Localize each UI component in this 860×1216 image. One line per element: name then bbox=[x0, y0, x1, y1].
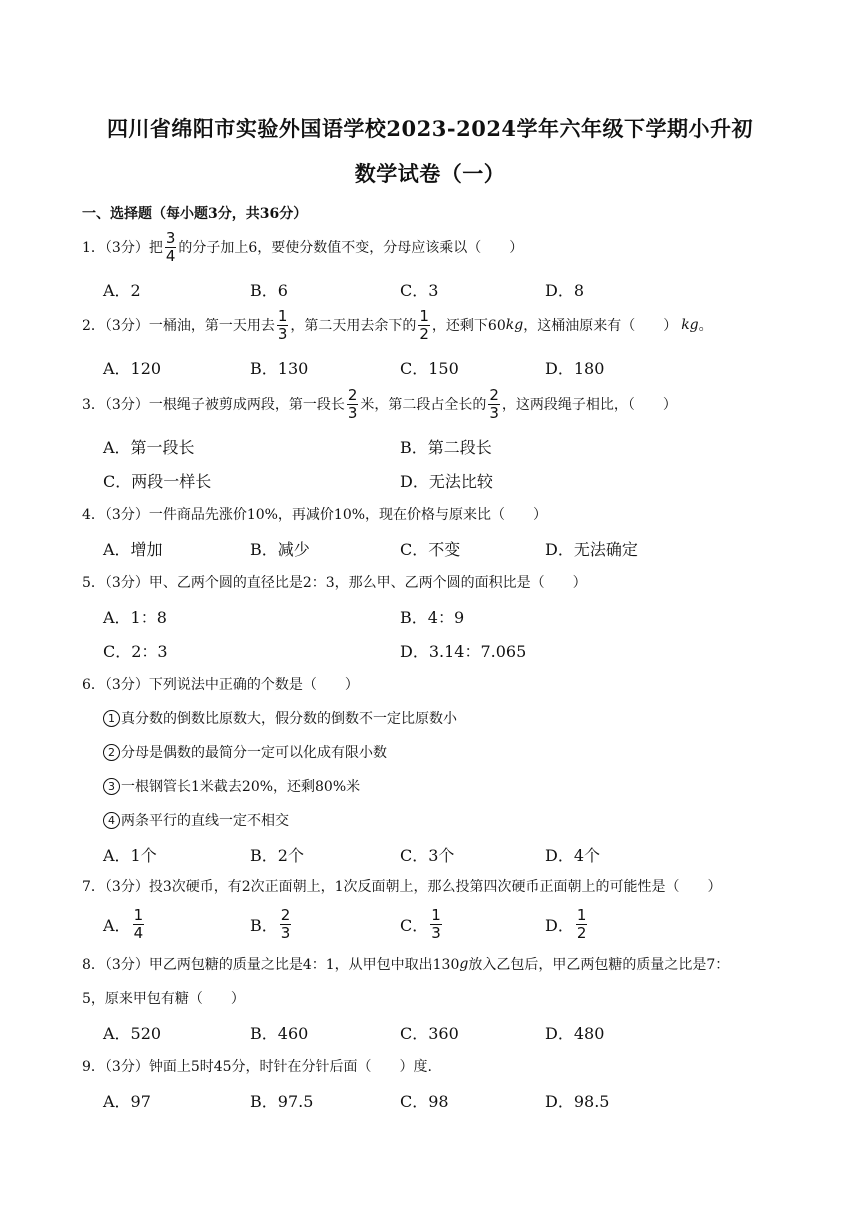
option-a: A．97 bbox=[103, 1091, 151, 1111]
option-c: C．98 bbox=[400, 1091, 449, 1111]
statement-4: 4 两条平行的直线一定不相交 bbox=[103, 806, 289, 834]
question-1: 1．（3分）把 $\frac{3}{4}$ 的分子加上6，要使分数值不变，分母应该乘以（ ） bbox=[82, 228, 524, 265]
exam-title-line2: 数学试卷（一） bbox=[354, 161, 506, 186]
fraction: $\frac{1}{3}$ bbox=[277, 306, 288, 343]
option-c: C．3 bbox=[400, 280, 439, 300]
fraction: $\frac{1}{2}$ bbox=[419, 306, 429, 343]
option-a: A．1：8 bbox=[103, 607, 167, 627]
option-b: B．减少 bbox=[250, 539, 310, 559]
fraction: $\frac{2}{3}$ bbox=[347, 385, 358, 422]
fraction: $\frac{1}{4}$ bbox=[133, 905, 144, 942]
question-3: 3．（3分）一根绳子被剪成两段，第一段长 $\frac{2}{3}$ 米，第二段占全长的 $\frac{2}{3}$ ，这两段绳子相比，（ ） bbox=[82, 385, 677, 422]
option-b: B．第二段长 bbox=[400, 437, 492, 457]
circled-number: 4 bbox=[103, 812, 120, 829]
option-b: B．460 bbox=[250, 1023, 309, 1043]
option-d: D．3.14：7.065 bbox=[400, 641, 527, 661]
option-b: B．6 bbox=[250, 280, 288, 300]
option-d: D．无法确定 bbox=[545, 539, 638, 559]
option-a: A．120 bbox=[103, 358, 162, 378]
option-b: B． $\frac{2}{3}$ bbox=[250, 905, 291, 942]
option-c: C．360 bbox=[400, 1023, 459, 1043]
option-b: B．130 bbox=[250, 358, 309, 378]
option-a: A． $\frac{1}{4}$ bbox=[103, 905, 144, 942]
option-a: A．增加 bbox=[103, 539, 163, 559]
option-a: A．第一段长 bbox=[103, 437, 195, 457]
fraction: $\frac{1}{3}$ bbox=[431, 905, 441, 942]
option-d: D．4个 bbox=[545, 845, 601, 865]
option-a: A．520 bbox=[103, 1023, 162, 1043]
fraction: $\frac{2}{3}$ bbox=[280, 905, 291, 942]
circled-number: 3 bbox=[103, 778, 120, 795]
option-d: D．无法比较 bbox=[400, 471, 493, 491]
option-a: A．2 bbox=[103, 280, 141, 300]
exam-title-line1: 四川省绵阳市实验外国语学校2023-2024学年六年级下学期小升初 bbox=[106, 116, 754, 141]
statement-3: 3 一根钢管长1米截去20%，还剩80%米 bbox=[103, 772, 360, 800]
fraction: $\frac{1}{2}$ bbox=[576, 905, 587, 942]
question-6: 6．（3分）下列说法中正确的个数是（ ） bbox=[82, 677, 359, 693]
option-c: C．2：3 bbox=[103, 641, 168, 661]
option-c: C．3个 bbox=[400, 845, 455, 865]
statement-2: 2 分母是偶数的最简分一定可以化成有限小数 bbox=[103, 738, 387, 766]
option-b: B．97.5 bbox=[250, 1091, 314, 1111]
question-4: 4．（3分）一件商品先涨价10%，再减价10%，现在价格与原来比（ ） bbox=[82, 507, 548, 523]
option-d: D．98.5 bbox=[545, 1091, 610, 1111]
section-heading: 一、选择题（每小题3分，共36分） bbox=[82, 206, 308, 222]
option-c: C．150 bbox=[400, 358, 459, 378]
option-c: C． $\frac{1}{3}$ bbox=[400, 905, 441, 942]
question-8: 8．（3分）甲乙两包糖的质量之比是4：1，从甲包中取出130 g 放入乙包后，甲乙两包糖的质量之比是7： bbox=[82, 956, 730, 973]
option-d: D．8 bbox=[545, 280, 585, 300]
circled-number: 1 bbox=[103, 710, 120, 727]
question-2: 2．（3分）一桶油，第一天用去 $\frac{1}{3}$ ，第二天用去余下的 $\frac{1}{2}$ ，还剩下60 kg ，这桶油原来有（ ） kg 。 bbox=[82, 306, 713, 343]
option-b: B．4：9 bbox=[400, 607, 465, 627]
statement-1: 1 真分数的倒数比原数大，假分数的倒数不一定比原数小 bbox=[103, 704, 457, 732]
option-d: D． $\frac{1}{2}$ bbox=[545, 905, 587, 942]
circled-number: 2 bbox=[103, 744, 120, 761]
option-b: B．2个 bbox=[250, 845, 304, 865]
option-a: A．1个 bbox=[103, 845, 157, 865]
option-d: D．480 bbox=[545, 1023, 605, 1043]
question-8-line2: 5，原来甲包有糖（ ） bbox=[82, 991, 245, 1007]
fraction: $\frac{2}{3}$ bbox=[489, 385, 499, 422]
question-7: 7．（3分）投3次硬币，有2次正面朝上，1次反面朝上，那么投第四次硬币正面朝上的可能性是（ ） bbox=[82, 879, 722, 895]
option-d: D．180 bbox=[545, 358, 605, 378]
fraction: $\frac{3}{4}$ bbox=[165, 228, 176, 265]
question-5: 5．（3分）甲、乙两个圆的直径比是2：3，那么甲、乙两个圆的面积比是（ ） bbox=[82, 575, 587, 591]
question-9: 9．（3分）钟面上5时45分，时针在分针后面（ ）度. bbox=[82, 1059, 432, 1075]
option-c: C．两段一样长 bbox=[103, 471, 212, 491]
option-c: C．不变 bbox=[400, 539, 461, 559]
